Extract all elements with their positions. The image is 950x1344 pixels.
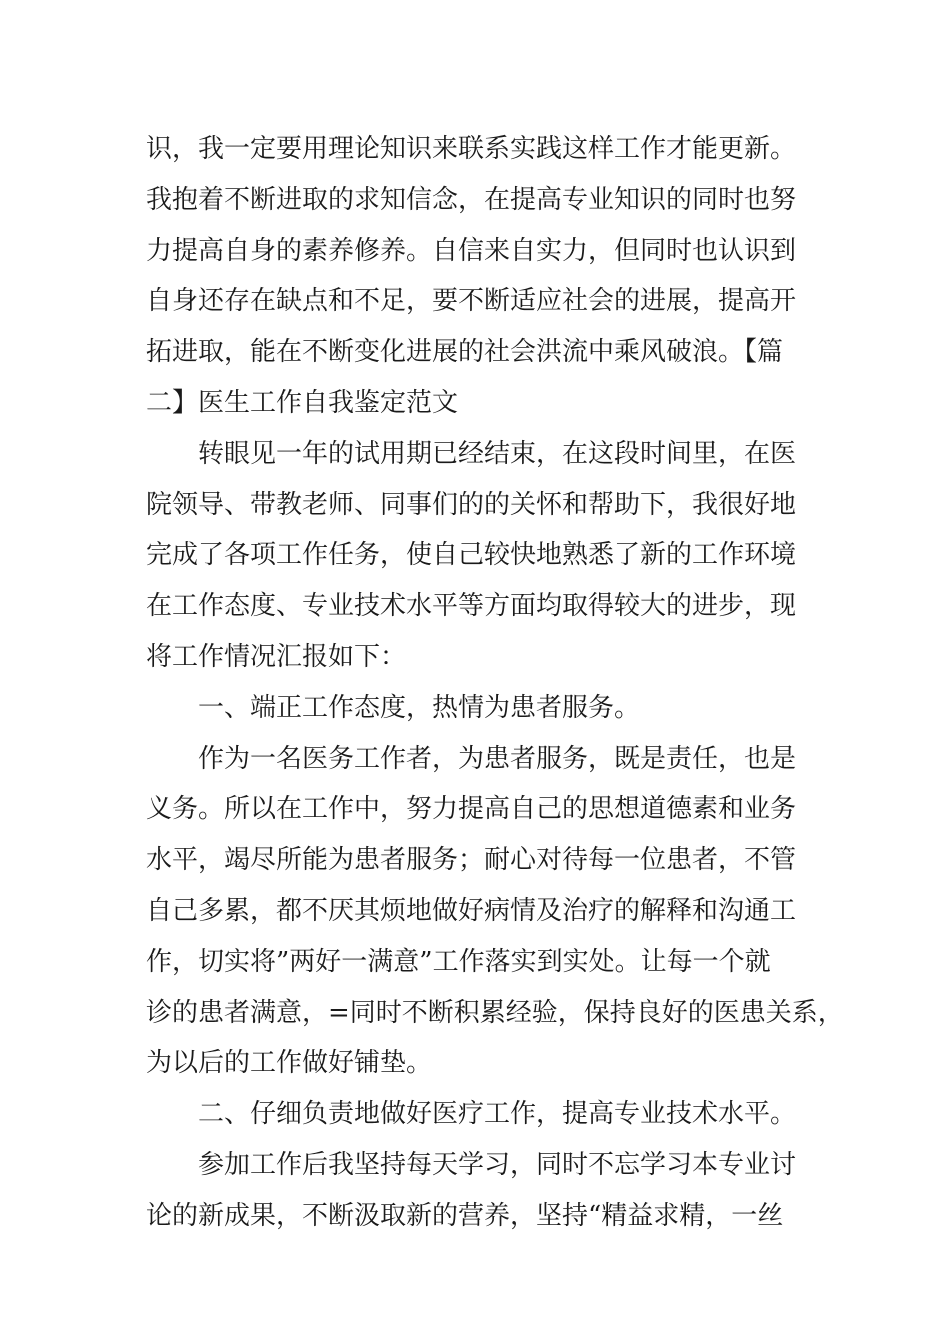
text-line: 将工作情况汇报如下： (146, 641, 407, 672)
text-line: 论的新成果，不断汲取新的营养，坚持“精益求精，一丝 (146, 1200, 784, 1231)
document-body (146, 124, 844, 1242)
text-line: 拓进取，能在不断变化进展的社会洪流中乘风破浪。【篇 (146, 337, 784, 368)
section-heading-line: 二】医生工作自我鉴定范文 (146, 387, 459, 418)
text-line: 完成了各项工作任务，使自己较快地熟悉了新的工作环境 (146, 540, 797, 571)
text-line: 诊的患者满意，=同时不断积累经验，保持良好的医患关系， (146, 997, 844, 1028)
text-line: 自己多累，都不厌其烦地做好病情及治疗的解释和沟通工 (146, 895, 797, 926)
text-line: 义务。所以在工作中，努力提高自己的思想道德素和业务 (146, 794, 797, 825)
text-line: 水平，竭尽所能为患者服务；耐心对待每一位患者，不管 (146, 845, 797, 876)
paragraph-start-line: 转眼见一年的试用期已经结束，在这段时间里，在医 (198, 438, 797, 469)
text-line: 院领导、带教老师、同事们的的关怀和帮助下，我很好地 (146, 489, 797, 520)
text-line: 我抱着不断进取的求知信念，在提高专业知识的同时也努 (146, 184, 797, 215)
paragraph-start-line: 作为一名医务工作者，为患者服务，既是责任，也是 (198, 743, 797, 774)
text-line: 识，我一定要用理论知识来联系实践这样工作才能更新。 (146, 134, 797, 164)
subheading-line: 二、仔细负责地做好医疗工作，提高专业技术水平。 (198, 1099, 797, 1130)
text-line: 自身还存在缺点和不足，要不断适应社会的进展，提高开 (146, 286, 797, 317)
text-line: 力提高自身的素养修养。自信来自实力，但同时也认识到 (146, 235, 797, 266)
text-line: 为以后的工作做好铺垫。 (146, 1048, 433, 1079)
paragraph-start-line: 参加工作后我坚持每天学习，同时不忘学习本专业讨 (198, 1149, 797, 1180)
text-line: 作，切实将”两好一满意”工作落实到实处。让每一个就 (146, 946, 771, 977)
text-line: 在工作态度、专业技术水平等方面均取得较大的进步，现 (146, 591, 797, 622)
subheading-line: 一、端正工作态度，热情为患者服务。 (198, 692, 641, 723)
